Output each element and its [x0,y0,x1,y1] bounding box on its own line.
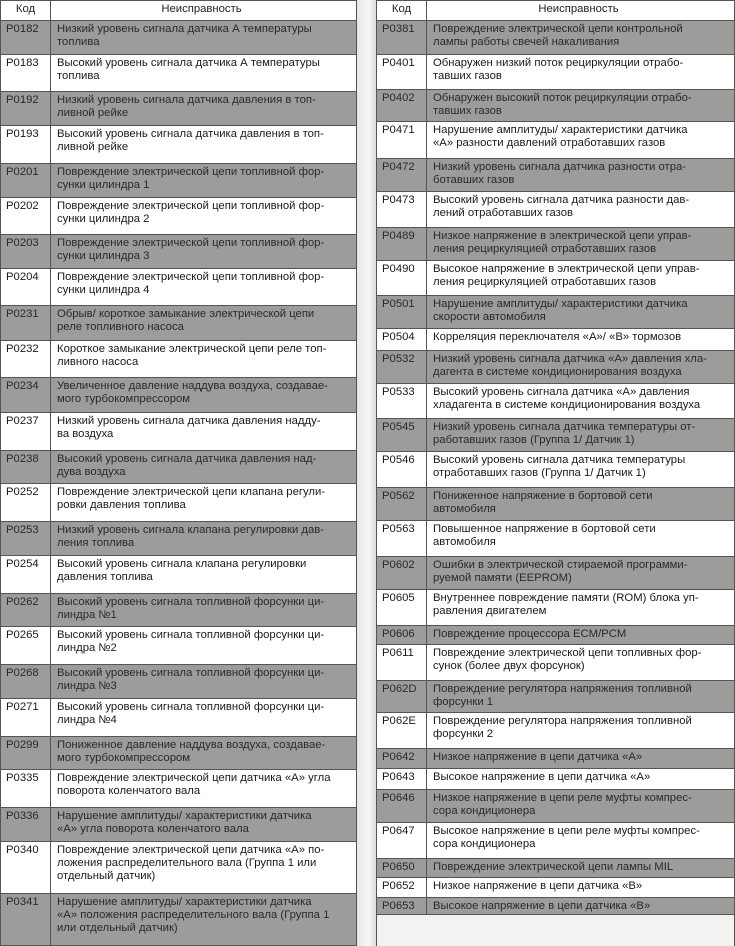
fault-description: Высокое напряжение в электрической цепи управ- ления рециркуляцией отработавших газов [433,263,700,288]
fault-description: Нарушение амплитуды/ характеристики датчика «А» угла поворота коленчатого вала [57,810,312,835]
fault-code: P0254 [1,556,51,593]
fault-description: Корреляция переключателя «А»/ «В» тормозов [433,331,682,343]
fault-code: P0234 [1,378,51,412]
fault-description: Высокий уровень сигнала топливной форсунки ци- линдра №1 [57,596,325,621]
fault-code: P0335 [1,770,51,807]
table-row [1,522,356,556]
fault-description: Низкий уровень сигнала датчика А температуры топлива [57,23,312,48]
fault-description: Низкий уровень сигнала клапана регулировки дав- ления топлива [57,524,325,549]
fault-code: P0504 [377,329,427,350]
fault-description: Увеличенное давление наддува воздуха, создавае- мого турбокомпрессором [57,380,328,405]
table-row [377,419,734,452]
fault-code: P0611 [377,645,427,680]
fault-code: P0201 [1,164,51,197]
fault-description: Повреждение электрической цепи клапана регули- ровки давления топлива [57,486,326,511]
table-row [377,90,734,122]
fault-description: Нарушение амплитуды/ характеристики датчика «А» разности давлений отработавших газов [433,124,688,149]
fault-description: Повреждение электрической цепи топливной фор- сунки цилиндра 2 [57,200,325,225]
fault-code: P062D [377,681,427,712]
table-row [377,645,734,681]
fault-code: P0473 [377,192,427,227]
fault-description: Пониженное напряжение в бортовой сети автомобиля [433,490,653,515]
fault-description: Низкое напряжение в цепи реле муфты компрес- сора кондиционера [433,792,692,817]
fault-description: Повреждение электрической цепи топливной фор- сунки цилиндра 4 [57,271,325,296]
table-row [377,488,734,521]
fault-code: P0471 [377,122,427,158]
fault-code: P0193 [1,126,51,163]
fault-description: Высокий уровень сигнала датчика температуры отработавших газов (Группа 1/ Датчик 1) [433,454,686,479]
table-row [377,898,734,915]
header-code: Код [377,1,427,20]
table-row [377,228,734,261]
table-row [1,484,356,522]
fault-description: Низкий уровень сигнала датчика давления в топ- ливной рейке [57,94,316,119]
table-row [377,878,734,898]
table-row [377,452,734,488]
table-header [1,0,356,21]
table-row [1,770,356,808]
fault-code: P0501 [377,296,427,328]
table-row [377,261,734,296]
fault-code: P0401 [377,55,427,89]
table-header [377,0,734,21]
fault-code: P0642 [377,749,427,768]
fault-code: P0268 [1,665,51,698]
table-row [1,665,356,699]
fault-code: P0489 [377,228,427,260]
fault-code: P0182 [1,21,51,54]
fault-code: P0299 [1,737,51,769]
fault-code: P0532 [377,351,427,383]
fault-code: P0204 [1,269,51,305]
fault-description: Низкий уровень сигнала датчика температуры от- работавших газов (Группа 1/ Датчик 1) [433,421,696,446]
table-row [377,859,734,878]
fault-code: P0271 [1,699,51,736]
table-row [377,823,734,859]
fault-code: P0605 [377,590,427,625]
table-row [377,122,734,159]
fault-description: Высокий уровень сигнала датчика давления в топ- ливной рейке [57,128,324,153]
table-row [1,451,356,484]
table-row [1,627,356,665]
fault-description: Повышенное напряжение в бортовой сети автомобиля [433,523,656,548]
table-row [1,699,356,737]
table-row [1,842,356,894]
page-spine [357,0,376,946]
table-row [1,556,356,594]
fault-code: P0646 [377,790,427,822]
fault-code: P0336 [1,808,51,841]
fault-description: Высокий уровень сигнала датчика давления над- дува воздуха [57,453,317,478]
fault-description: Нарушение амплитуды/ характеристики датчика «А» положения распределительного вала (Группа 1 или отдельный датчик) [57,896,330,934]
table-row [1,235,356,269]
fault-description: Пониженное давление наддува воздуха, создавае- мого турбокомпрессором [57,739,326,764]
table-row [1,164,356,198]
fault-code: P0203 [1,235,51,268]
fault-code: P0490 [377,261,427,295]
fault-description: Высокий уровень сигнала топливной форсунки ци- линдра №3 [57,667,325,692]
table-row [377,296,734,329]
fault-code: P0340 [1,842,51,893]
fault-code: P0265 [1,627,51,664]
table-row [377,681,734,713]
fault-code: P0546 [377,452,427,487]
fault-code: P0533 [377,384,427,418]
table-row [377,21,734,55]
table-row [1,808,356,842]
fault-code: P0402 [377,90,427,121]
fault-description: Повреждение электрической цепи топливной фор- сунки цилиндра 1 [57,166,325,191]
fault-code: P0183 [1,55,51,91]
table-row [1,378,356,413]
fault-description: Высокий уровень сигнала клапана регулировки давления топлива [57,558,307,583]
fault-code: P0253 [1,522,51,555]
table-row [1,55,356,92]
table-row [377,55,734,90]
fault-code: P0602 [377,557,427,589]
fault-description: Ошибки в электрической стираемой программи- руемой памяти (EEPROM) [433,559,688,584]
fault-description: Высокий уровень сигнала топливной форсунки ци- линдра №4 [57,701,325,726]
fault-code: P0231 [1,306,51,340]
fault-code: P0202 [1,198,51,234]
fault-description: Высокое напряжение в цепи датчика «А» [433,771,651,783]
table-row [1,269,356,306]
header-fault: Неисправность [538,3,619,15]
fault-description: Низкий уровень сигнала датчика давления надду- ва воздуха [57,415,321,440]
fault-description: Короткое замыкание электрической цепи реле топ- ливного насоса [57,343,327,368]
fault-code: P062E [377,713,427,748]
fault-description: Нарушение амплитуды/ характеристики датчика скорости автомобиля [433,298,688,323]
fault-code: P0252 [1,484,51,521]
fault-description: Обнаружен высокий поток рециркуляции отрабо- тавших газов [433,92,692,117]
fault-code: P0237 [1,413,51,450]
fault-description: Низкое напряжение в цепи датчика «В» [433,880,643,892]
table-row [1,21,356,55]
fault-code: P0341 [1,894,51,945]
table-row [377,590,734,626]
fault-code: P0381 [377,21,427,54]
fault-code: P0653 [377,898,427,914]
fault-code: P0562 [377,488,427,520]
header-fault: Неисправность [161,3,242,15]
table-row [1,198,356,235]
table-row [377,626,734,645]
table-row [1,737,356,770]
table-row [377,351,734,384]
fault-description: Повреждение электрической цепи датчика «А» угла поворота коленчатого вала [57,772,331,797]
table-row [377,329,734,351]
table-row [377,713,734,749]
table-row [377,159,734,192]
fault-description: Повреждение регулятора напряжения топливной форсунки 2 [433,715,692,740]
fault-description: Низкий уровень сигнала датчика «А» давления хла- дагента в системе кондиционирования воздуха [433,353,707,378]
fault-code: P0563 [377,521,427,556]
fault-description: Высокий уровень сигнала датчика А температуры топлива [57,57,320,82]
table-row [1,894,356,946]
fault-code: P0232 [1,341,51,377]
table-row [377,790,734,823]
fault-description: Повреждение электрической цепи датчика «А» по- ложения распределительного вала (Группа 1 или отдельный датчик) [57,844,325,882]
fault-description: Повреждение электрической цепи топливных фор- сунок (более двух форсунок) [433,647,702,672]
fault-code: P0652 [377,878,427,897]
fault-description: Высокое напряжение в цепи датчика «В» [433,900,651,912]
fault-description: Высокий уровень сигнала датчика разности дав- лений отработавших газов [433,194,690,219]
table-row [1,594,356,627]
fault-description: Повреждение процессора ECM/PCM [433,628,627,640]
fault-description: Низкое напряжение в цепи датчика «А» [433,751,643,763]
fault-description: Высокий уровень сигнала датчика «А» давления хладагента в системе кондиционирования воздуха [433,386,701,411]
table-row [377,521,734,557]
header-code: Код [1,1,51,20]
fault-description: Повреждение регулятора напряжения топливной форсунки 1 [433,683,692,708]
fault-description: Низкий уровень сигнала датчика разности отра- ботавших газов [433,161,687,186]
fault-code: P0647 [377,823,427,858]
fault-description: Повреждение электрической цепи контрольной лампы работы свечей накаливания [433,23,683,48]
fault-code: P0545 [377,419,427,451]
fault-code: P0192 [1,92,51,125]
fault-code: P0606 [377,626,427,644]
fault-code: P0643 [377,769,427,789]
table-row [377,192,734,228]
table-row [1,413,356,451]
fault-description: Высокое напряжение в цепи реле муфты компрес- сора кондиционера [433,825,700,850]
fault-code: P0262 [1,594,51,626]
fault-code: P0238 [1,451,51,483]
fault-table-left [0,0,357,946]
fault-description: Низкое напряжение в электрической цепи управ- ления рециркуляцией отработавших газов [433,230,692,255]
fault-description: Повреждение электрической цепи топливной фор- сунки цилиндра 3 [57,237,325,262]
table-row [1,306,356,341]
table-row [1,92,356,126]
fault-description: Высокий уровень сигнала топливной форсунки ци- линдра №2 [57,629,325,654]
table-row [377,749,734,769]
fault-description: Обрыв/ короткое замыкание электрической цепи реле топливного насоса [57,308,315,333]
table-row [1,341,356,378]
fault-table-right [376,0,735,946]
table-row [377,384,734,419]
table-row [1,126,356,164]
table-row [377,557,734,590]
fault-description: Повреждение электрической цепи лампы MIL [433,861,674,873]
table-row [377,769,734,790]
fault-description: Внутреннее повреждение памяти (ROM) блока уп- равления двигателем [433,592,699,617]
fault-code: P0650 [377,859,427,877]
fault-code: P0472 [377,159,427,191]
fault-description: Обнаружен низкий поток рециркуляции отрабо- тавших газов [433,57,684,82]
